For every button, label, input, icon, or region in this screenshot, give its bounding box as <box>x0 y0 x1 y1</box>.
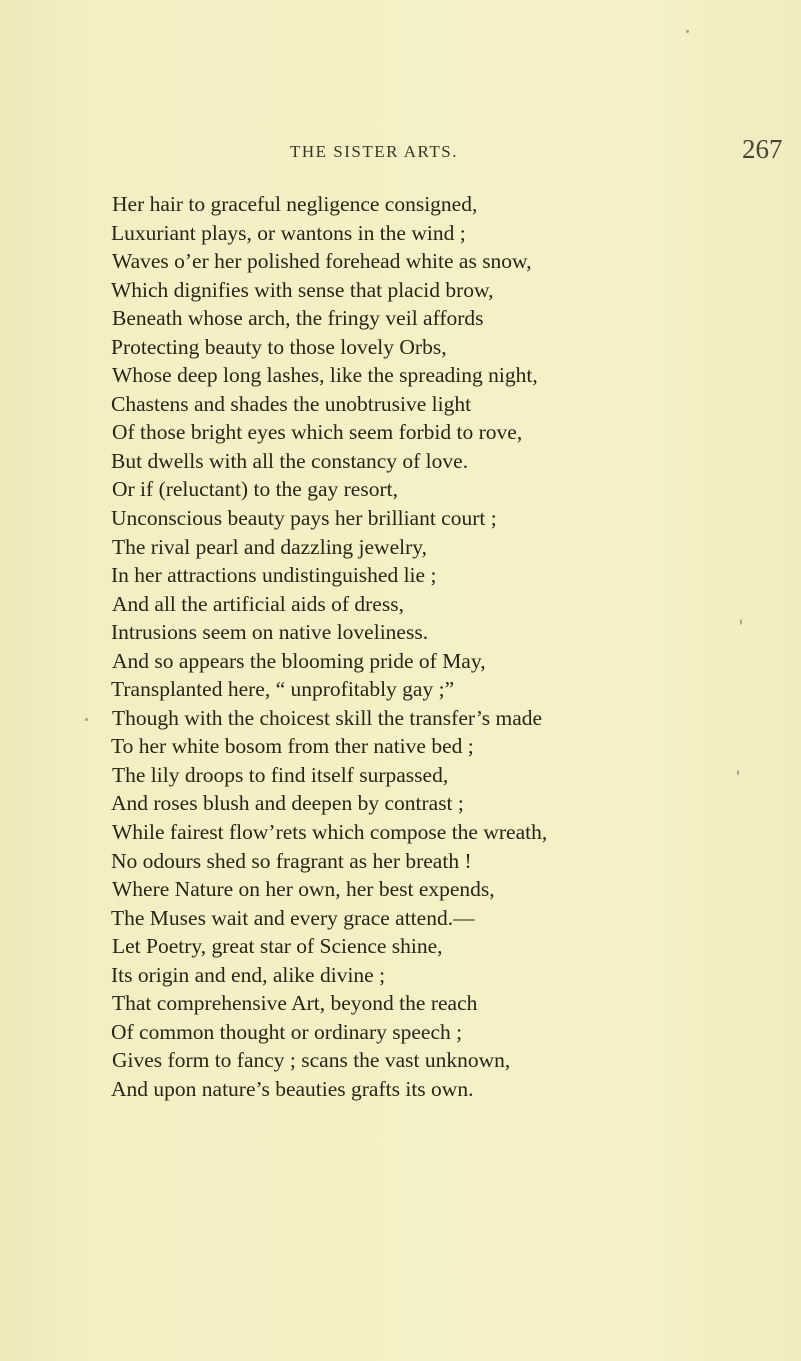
poem-line: Of common thought or ordinary speech ; <box>111 1019 463 1044</box>
poem-line: No odours shed so fragrant as her breath ! <box>111 848 472 873</box>
paper-speck <box>85 718 88 721</box>
poem-line: Its origin and end, alike divine ; <box>111 962 386 987</box>
poem-line: Chastens and shades the unobtrusive light <box>111 391 472 416</box>
poem-line: The Muses wait and every grace attend.— <box>111 905 475 930</box>
poem-line: To her white bosom from ther native bed ; <box>111 734 474 759</box>
poem-line: Unconscious beauty pays her brilliant court ; <box>111 506 497 531</box>
poem-line: In her attractions undistinguished lie ; <box>111 563 437 588</box>
poem-line: Or if (reluctant) to the gay resort, <box>112 477 398 502</box>
poem-line: Beneath whose arch, the fringy veil affords <box>112 306 484 331</box>
poem-line: The rival pearl and dazzling jewelry, <box>112 534 427 559</box>
poem-line: And roses blush and deepen by contrast ; <box>111 791 464 816</box>
poem-line: But dwells with all the constancy of love. <box>111 448 469 473</box>
poem-line: Let Poetry, great star of Science shine, <box>112 934 443 959</box>
poem-line: Of those bright eyes which seem forbid to rove, <box>112 420 523 445</box>
poem-line: Where Nature on her own, her best expends, <box>112 877 495 902</box>
paper-speck <box>686 30 689 33</box>
poem-line: Which dignifies with sense that placid brow, <box>111 277 494 302</box>
poem-line: Waves o’er her polished forehead white as snow, <box>112 249 532 274</box>
poem-line: Transplanted here, “ unprofitably gay ;” <box>111 677 455 702</box>
poem-line: And so appears the blooming pride of May, <box>112 648 486 673</box>
page-number: 267 <box>742 134 783 164</box>
running-title: THE SISTER ARTS. <box>290 142 458 161</box>
poem-line: Intrusions seem on native loveliness. <box>111 620 429 645</box>
poem-line: Luxuriant plays, or wantons in the wind ; <box>111 220 466 245</box>
poem-line: Protecting beauty to those lovely Orbs, <box>111 334 447 359</box>
poem-line: Gives form to fancy ; scans the vast unknown, <box>112 1048 511 1073</box>
poem-line: That comprehensive Art, beyond the reach <box>112 991 478 1016</box>
poem-line: Though with the choicest skill the transfer’s made <box>112 705 543 730</box>
running-head <box>0 134 801 172</box>
poem-text <box>111 190 791 1104</box>
poem-line: While fairest flow’rets which compose the wreath, <box>112 820 548 845</box>
poem-line: Her hair to graceful negligence consigned, <box>112 192 478 216</box>
poem-line: And upon nature’s beauties grafts its own. <box>111 1076 474 1101</box>
poem-line: And all the artificial aids of dress, <box>112 591 404 616</box>
poem-line: The lily droops to find itself surpassed, <box>112 762 449 787</box>
paper-speck <box>740 619 742 625</box>
paper-speck <box>737 770 739 775</box>
poem-line: Whose deep long lashes, like the spreading night, <box>112 363 538 388</box>
